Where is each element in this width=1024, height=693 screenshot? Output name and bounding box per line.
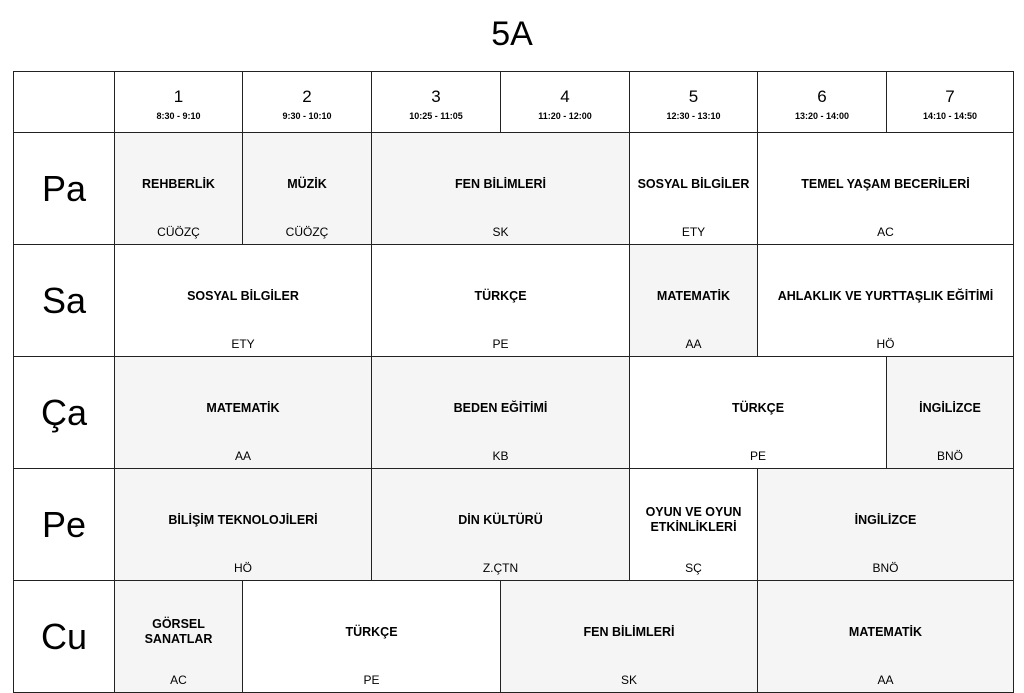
day-row-ca	[14, 357, 1014, 469]
period-time: 9:30 - 10:10	[282, 111, 332, 121]
lesson-teacher: PE	[749, 449, 766, 463]
lesson-teacher: HÖ	[876, 337, 895, 351]
period-header	[758, 72, 887, 133]
lesson-subject: FEN BİLİMLERİ	[455, 177, 546, 191]
lesson-teacher: BNÖ	[872, 561, 899, 575]
lesson-cell	[758, 469, 1014, 581]
period-number: 5	[688, 87, 699, 106]
lesson-subject: TÜRKÇE	[474, 289, 527, 303]
lesson-cell	[115, 245, 372, 357]
day-label: Sa	[14, 245, 115, 357]
lesson-subject: SOSYAL BİLGİLER	[637, 177, 750, 191]
period-time: 8:30 - 9:10	[156, 111, 201, 121]
lesson-teacher: PE	[363, 673, 380, 687]
lesson-teacher: SK	[620, 673, 637, 687]
lesson-subject: MATEMATİK	[206, 401, 280, 415]
period-number: 6	[817, 87, 827, 106]
lesson-cell	[372, 469, 630, 581]
day-row-pe	[14, 469, 1014, 581]
day-label: Ça	[14, 357, 115, 469]
period-header-row	[14, 72, 1014, 133]
day-label: Pe	[14, 469, 115, 581]
lesson-teacher: SÇ	[685, 561, 702, 575]
lesson-subject: AHLAKLIK VE YURTTAŞLIK EĞİTİMİ	[777, 289, 994, 303]
lesson-teacher: CÜÖZÇ	[285, 225, 329, 239]
lesson-subject: REHBERLİK	[142, 177, 215, 191]
lesson-subject: TEMEL YAŞAM BECERİLERİ	[801, 177, 970, 191]
lesson-cell	[115, 357, 372, 469]
period-header	[887, 72, 1014, 133]
day-row-cu	[14, 581, 1014, 693]
lesson-teacher: HÖ	[234, 561, 252, 575]
lesson-subject: TÜRKÇE	[731, 401, 785, 415]
lesson-subject: MATEMATİK	[848, 625, 923, 639]
lesson-teacher: AA	[685, 337, 702, 351]
lesson-subject: İNGİLİZCE	[919, 401, 981, 415]
lesson-teacher: AC	[170, 673, 187, 687]
period-header	[630, 72, 758, 133]
period-time: 14:10 - 14:50	[922, 111, 978, 121]
lesson-teacher: AA	[877, 673, 894, 687]
lesson-subject: DİN KÜLTÜRÜ	[458, 513, 543, 527]
period-time: 12:30 - 13:10	[666, 111, 721, 121]
lesson-subject-line: GÖRSEL	[152, 617, 205, 631]
lesson-teacher: Z.ÇTN	[482, 561, 519, 575]
lesson-cell	[887, 357, 1014, 469]
day-row-pa	[14, 133, 1014, 245]
lesson-teacher: CÜÖZÇ	[157, 225, 200, 239]
lesson-cell	[630, 469, 758, 581]
lesson-teacher: BNÖ	[936, 449, 963, 463]
timetable	[13, 71, 1014, 693]
lesson-cell	[243, 133, 372, 245]
lesson-cell	[758, 581, 1014, 693]
lesson-teacher: AA	[234, 449, 251, 463]
period-time: 13:20 - 14:00	[794, 111, 850, 121]
lesson-cell	[501, 581, 758, 693]
lesson-subject: BEDEN EĞİTİMİ	[453, 401, 548, 415]
page-title: 5A	[491, 15, 533, 53]
lesson-cell	[372, 133, 630, 245]
lesson-cell	[243, 581, 501, 693]
period-header	[372, 72, 501, 133]
day-label: Pa	[14, 133, 115, 245]
lesson-cell	[115, 133, 243, 245]
lesson-subject: SOSYAL BİLGİLER	[187, 289, 299, 303]
day-row-sa	[14, 245, 1014, 357]
lesson-subject-line: ETKİNLİKLERİ	[650, 520, 737, 534]
period-number: 2	[302, 87, 312, 106]
lesson-subject-line: SANATLAR	[144, 632, 213, 646]
lesson-cell	[115, 469, 372, 581]
lesson-subject: MÜZİK	[287, 177, 327, 191]
lesson-teacher: PE	[492, 337, 509, 351]
period-header	[115, 72, 243, 133]
corner-cell	[14, 72, 115, 133]
lesson-cell	[630, 133, 758, 245]
lesson-cell	[372, 245, 630, 357]
lesson-cell	[115, 581, 243, 693]
lesson-subject: BİLİŞİM TEKNOLOJİLERİ	[168, 513, 318, 527]
lesson-teacher: SK	[492, 225, 509, 239]
lesson-subject: İNGİLİZCE	[854, 513, 917, 527]
lesson-subject: FEN BİLİMLERİ	[583, 625, 675, 639]
period-number: 7	[945, 87, 955, 106]
lesson-cell	[372, 357, 630, 469]
period-header	[243, 72, 372, 133]
lesson-cell	[630, 357, 887, 469]
period-time: 11:20 - 12:00	[538, 111, 592, 121]
lesson-cell	[758, 133, 1014, 245]
lesson-subject: TÜRKÇE	[345, 625, 398, 639]
period-number: 1	[173, 87, 184, 106]
lesson-subject: MATEMATİK	[656, 289, 731, 303]
day-label: Cu	[14, 581, 115, 693]
lesson-teacher: ETY	[231, 337, 255, 351]
lesson-cell	[630, 245, 758, 357]
lesson-teacher: KB	[492, 449, 509, 463]
lesson-teacher: ETY	[681, 225, 706, 239]
lesson-cell	[758, 245, 1014, 357]
period-time: 10:25 - 11:05	[409, 111, 463, 121]
lesson-subject-line: OYUN VE OYUN	[645, 505, 742, 519]
period-number: 3	[431, 87, 441, 106]
lesson-teacher: AC	[877, 225, 894, 239]
period-header	[501, 72, 630, 133]
lesson-subject	[119, 617, 238, 647]
lesson-subject	[634, 505, 753, 535]
period-number: 4	[560, 87, 570, 106]
